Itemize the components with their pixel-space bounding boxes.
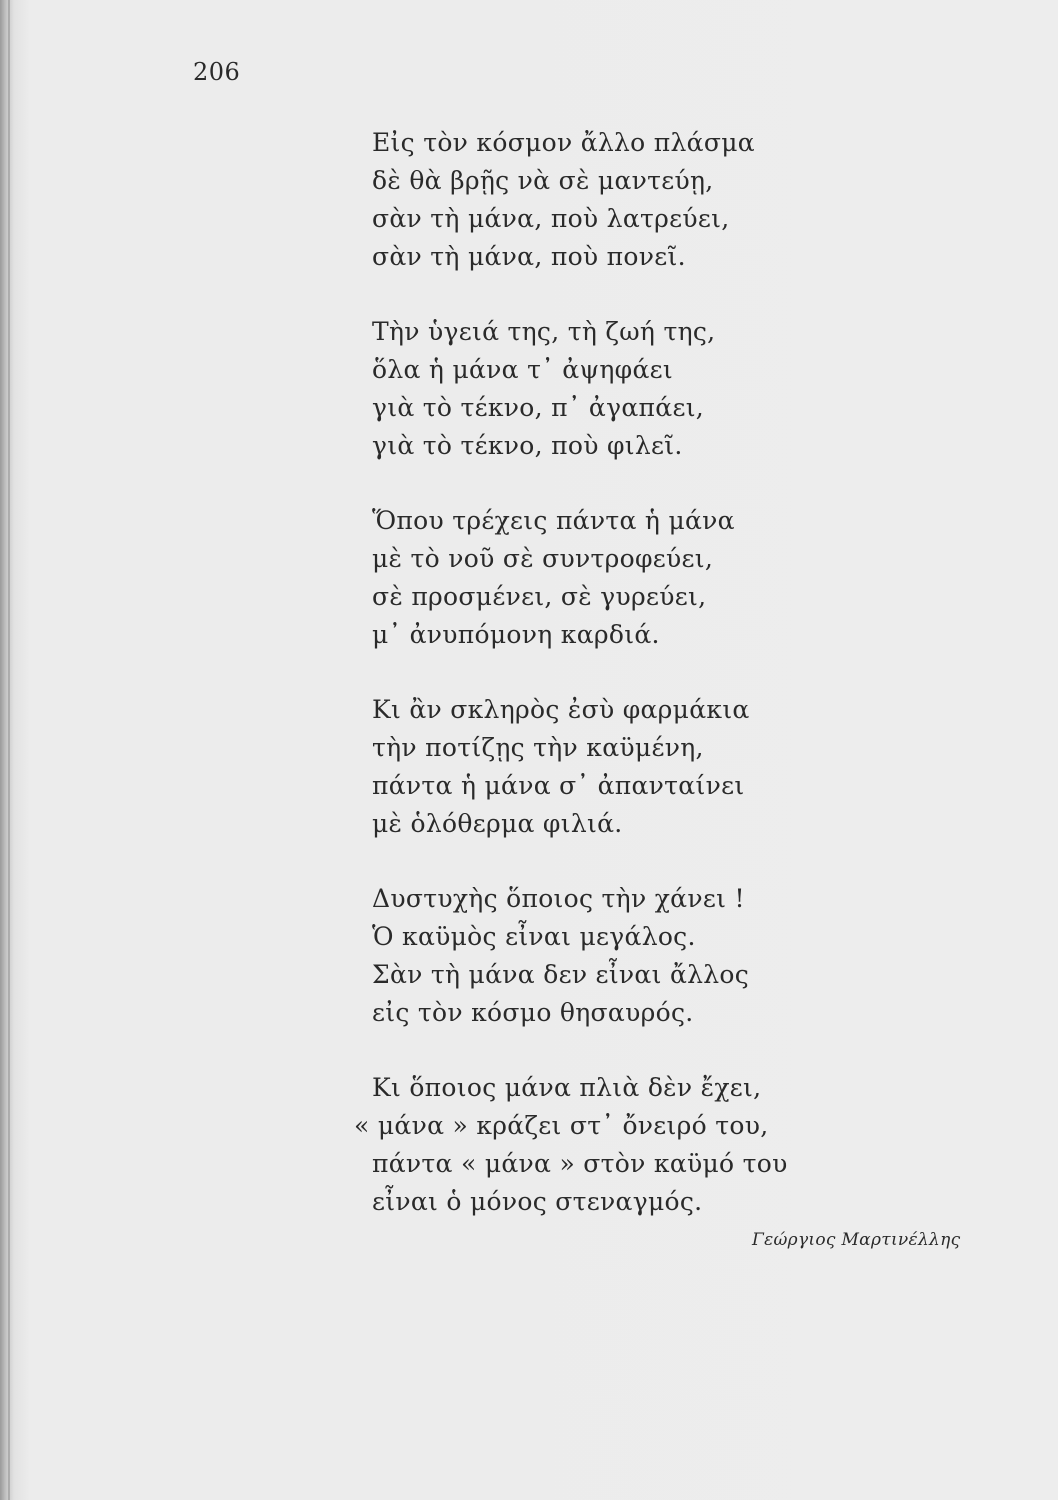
poem [354,124,1012,1258]
poem-line: σὰν τὴ μάνα, ποὺ πονεῖ. [372,242,686,271]
poem-line: Ὁ καϋμὸς εἶναι μεγάλος. [372,922,696,951]
poem-line: Κι ἂν σκληρὸς ἐσὺ φαρμάκια [372,695,750,724]
stanza-1 [372,124,1012,276]
poem-line: πάντα ἡ μάνα σ᾿ ἀπανταίνει [372,771,745,800]
stanza-5 [372,880,1012,1032]
stanza-6 [354,1069,1012,1221]
poem-line: εἶναι ὁ μόνος στεναγμός. [372,1187,703,1216]
poem-line: μ᾿ ἀνυπόμονη καρδιά. [372,620,660,649]
stanza-2 [372,313,1012,465]
poem-line: Κι ὅποιος μάνα πλιὰ δὲν ἔχει, [372,1073,762,1102]
stanza-3 [372,502,1012,654]
poem-line: Ὅπου τρέχεις πάντα ἡ μάνα [372,506,735,535]
author-signature: Γεώργιος Μαρτινέλλης [752,1230,961,1250]
poem-line: γιὰ τὸ τέκνο, ποὺ φιλεῖ. [372,431,683,460]
poem-line: σὲ προσμένει, σὲ γυρεύει, [372,582,707,611]
poem-line: Σὰν τὴ μάνα δεν εἶναι ἄλλος [372,960,750,989]
poem-line: ὅλα ἡ μάνα τ᾿ ἀψηφάει [372,355,673,384]
poem-line: σὰν τὴ μάνα, ποὺ λατρεύει, [372,204,730,233]
poem-line: Δυστυχὴς ὅποιος τὴν χάνει ! [372,884,745,913]
poem-line: δὲ θὰ βρῇς νὰ σὲ μαντεύῃ, [372,166,714,195]
poem-line: εἰς τὸν κόσμο θησαυρός. [372,998,694,1027]
poem-line: μὲ τὸ νοῦ σὲ συντροφεύει, [372,544,714,573]
poem-line: γιὰ τὸ τέκνο, π᾿ ἀγαπάει, [372,393,705,422]
page-binding-edge [8,0,10,1500]
stanza-4 [372,691,1012,843]
poem-line: μὲ ὁλόθερμα φιλιά. [372,809,623,838]
poem-line: πάντα « μάνα » στὸν καϋμό του [372,1149,788,1178]
poem-line: τὴν ποτίζῃς τὴν καϋμένη, [372,733,704,762]
poem-line: Εἰς τὸν κόσμον ἄλλο πλάσμα [372,128,755,157]
page-number: 206 [193,58,241,86]
poem-line: « μάνα » κράζει στ᾿ ὄνειρό του, [354,1111,769,1140]
poem-line: Τὴν ὑγειά της, τὴ ζωή της, [372,317,716,346]
